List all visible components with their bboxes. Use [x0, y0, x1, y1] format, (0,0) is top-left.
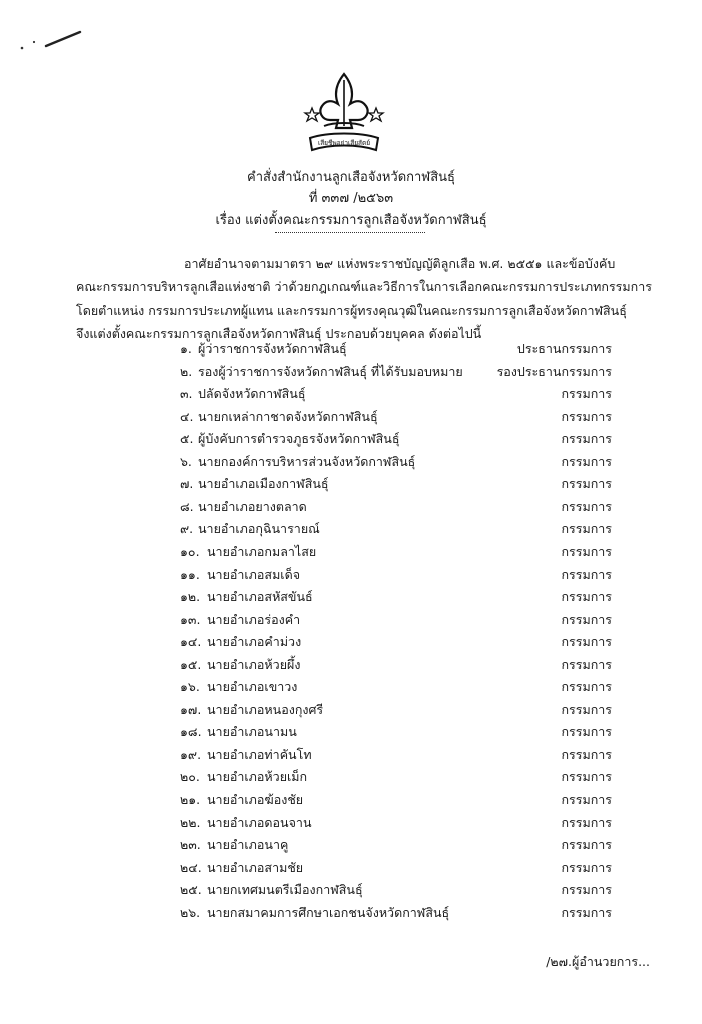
member-role: กรรมการ: [561, 769, 612, 785]
member-number: ๑๒.: [180, 589, 201, 605]
member-number: ๒๕.: [180, 882, 202, 898]
member-row: [0, 407, 702, 429]
member-number: ๒.: [180, 363, 193, 379]
member-number: ๑.: [180, 341, 192, 356]
member-role: กรรมการ: [561, 701, 612, 717]
member-role: กรรมการ: [561, 408, 612, 424]
member-role: กรรมการ: [561, 679, 612, 695]
member-row: [0, 565, 702, 587]
member-row: [0, 474, 702, 496]
member-role: กรรมการ: [561, 431, 612, 447]
member-position: นายกสมาคมการศึกษาเอกชนจังหวัดกาฬสินธุ์: [207, 904, 450, 920]
member-row: [0, 632, 702, 654]
member-position: นายอำเภอหนองกุงศรี: [207, 701, 324, 717]
order-subject: เรื่อง แต่งตั้งคณะกรรมการลูกเสือจังหวัดกาฬสินธุ์: [215, 213, 487, 228]
member-role: กรรมการ: [561, 859, 612, 875]
member-number: ๑๐.: [180, 543, 200, 559]
member-position: นายอำเภอสามชัย: [207, 859, 304, 875]
member-row: [0, 497, 702, 519]
member-row: [0, 384, 702, 406]
member-role: กรรมการ: [561, 589, 612, 605]
member-row: [0, 677, 702, 699]
member-position: นายอำเภอสมเด็จ: [207, 566, 301, 582]
member-number: ๒๒.: [180, 814, 201, 830]
member-row: [0, 452, 702, 474]
member-row: [0, 429, 702, 451]
member-position: นายอำเภอท่าคันโท: [207, 746, 312, 762]
member-position: ปลัดจังหวัดกาฬสินธุ์: [198, 386, 306, 402]
member-number: ๗.: [180, 476, 194, 492]
member-position: นายกเทศมนตรีเมืองกาฬสินธุ์: [207, 882, 363, 898]
member-number: ๒๔.: [180, 859, 202, 875]
member-number: ๒๐.: [180, 769, 200, 785]
heading-separator: [275, 232, 425, 233]
member-number: ๙.: [180, 521, 194, 537]
member-row: [0, 542, 702, 564]
member-number: ๑๙.: [180, 746, 202, 762]
member-row: [0, 610, 702, 632]
member-role: กรรมการ: [561, 724, 612, 740]
member-number: ๘.: [180, 498, 194, 514]
scout-emblem-icon: [298, 70, 390, 156]
member-role: กรรมการ: [561, 837, 612, 853]
member-role: กรรมการ: [561, 543, 612, 559]
member-position: ผู้บังคับการตำรวจภูธรจังหวัดกาฬสินธุ์: [198, 431, 400, 447]
member-row: [0, 813, 702, 835]
member-row: [0, 767, 702, 789]
member-position: นายอำเภอห้วยเม็ก: [207, 769, 308, 785]
member-row: [0, 722, 702, 744]
preamble-line: จึงแต่งตั้งคณะกรรมการลูกเสือจังหวัดกาฬสินธุ์ ประกอบด้วยบุคคล ดังต่อไปนี้: [76, 326, 482, 342]
member-row: [0, 339, 702, 361]
member-position: นายกเหล่ากาชาดจังหวัดกาฬสินธุ์: [198, 408, 378, 424]
member-position: นายอำเภอห้วยผึ้ง: [207, 656, 301, 672]
member-position: นายอำเภอเมืองกาฬสินธุ์: [198, 476, 329, 492]
order-agency: คำสั่งสำนักงานลูกเสือจังหวัดกาฬสินธุ์: [247, 170, 455, 185]
member-role: กรรมการ: [561, 656, 612, 672]
emblem-motto: เสียชีพอย่าเสียสัตย์: [317, 139, 371, 147]
member-row: [0, 700, 702, 722]
member-position: นายกองค์การบริหารส่วนจังหวัดกาฬสินธุ์: [198, 453, 416, 469]
member-position: ผู้ว่าราชการจังหวัดกาฬสินธุ์: [198, 341, 347, 356]
member-role: กรรมการ: [561, 386, 612, 402]
member-row: [0, 745, 702, 767]
member-role: ประธานกรรมการ: [516, 341, 612, 356]
member-role: กรรมการ: [561, 453, 612, 469]
member-number: ๑๔.: [180, 634, 202, 650]
member-position: นายอำเภอร่องคำ: [207, 611, 301, 627]
order-number: ที่ ๓๓๗ /๒๕๖๓: [308, 191, 394, 206]
member-position: นายอำเภอกมลาไสย: [207, 543, 317, 559]
member-number: ๑๖.: [180, 679, 200, 695]
member-position: นายอำเภอเขาวง: [207, 679, 298, 695]
member-row: [0, 903, 702, 925]
member-row: [0, 655, 702, 677]
pen-mark-icon: [18, 26, 88, 56]
member-role: กรรมการ: [561, 792, 612, 807]
member-row: [0, 790, 702, 812]
member-number: ๑๓.: [180, 611, 201, 627]
member-row: [0, 519, 702, 541]
member-position: นายอำเภอฆ้องชัย: [207, 792, 304, 807]
member-number: ๒๖.: [180, 904, 201, 920]
member-row: [0, 587, 702, 609]
member-row: [0, 880, 702, 902]
member-number: ๓.: [180, 386, 193, 402]
member-role: กรรมการ: [561, 634, 612, 650]
member-number: ๒๑.: [180, 792, 201, 807]
member-role: กรรมการ: [561, 498, 612, 514]
member-position: นายอำเภอนามน: [207, 724, 297, 740]
preamble: [76, 252, 652, 346]
member-role: รองประธานกรรมการ: [496, 363, 612, 379]
member-role: กรรมการ: [561, 476, 612, 492]
member-number: ๑๘.: [180, 724, 202, 740]
member-position: นายอำเภอนาคู: [207, 837, 289, 853]
member-role: กรรมการ: [561, 566, 612, 582]
member-number: ๑๑.: [180, 566, 200, 582]
member-position: รองผู้ว่าราชการจังหวัดกาฬสินธุ์ ที่ได้รับมอบหมาย: [198, 363, 463, 379]
member-role: กรรมการ: [561, 814, 612, 830]
member-role: กรรมการ: [561, 746, 612, 762]
continuation-note: /๒๗.ผู้อำนวยการ...: [546, 954, 650, 969]
member-position: นายอำเภอดอนจาน: [207, 814, 312, 830]
member-row: [0, 835, 702, 857]
member-number: ๖.: [180, 453, 192, 469]
member-number: ๒๓.: [180, 837, 201, 853]
preamble-line: อาศัยอำนาจตามมาตรา ๒๙ แห่งพระราชบัญญัติลูกเสือ พ.ศ. ๒๕๕๑ และข้อบังคับ: [184, 256, 616, 271]
member-role: กรรมการ: [561, 521, 612, 537]
preamble-line: คณะกรรมการบริหารลูกเสือแห่งชาติ ว่าด้วยกฎเกณฑ์และวิธีการในการเลือกคณะกรรมการประเภทกรรมการ: [76, 279, 652, 295]
member-position: นายอำเภอยางตลาด: [198, 498, 307, 514]
member-number: ๔.: [180, 408, 194, 424]
member-role: กรรมการ: [561, 904, 612, 920]
member-number: ๑๕.: [180, 656, 202, 672]
preamble-line: โดยตำแหน่ง กรรมการประเภทผู้แทน และกรรมการผู้ทรงคุณวุฒิในคณะกรรมการลูกเสือจังหวัดกาฬสินธุ์: [76, 302, 627, 318]
member-number: ๑๗.: [180, 701, 202, 717]
member-row: [0, 858, 702, 880]
member-position: นายอำเภอสหัสขันธ์: [207, 589, 313, 605]
member-row: [0, 362, 702, 384]
member-role: กรรมการ: [561, 611, 612, 627]
member-role: กรรมการ: [561, 882, 612, 898]
member-number: ๕.: [180, 431, 194, 447]
member-position: นายอำเภอกุฉินารายณ์: [198, 521, 320, 537]
member-position: นายอำเภอคำม่วง: [207, 634, 302, 650]
